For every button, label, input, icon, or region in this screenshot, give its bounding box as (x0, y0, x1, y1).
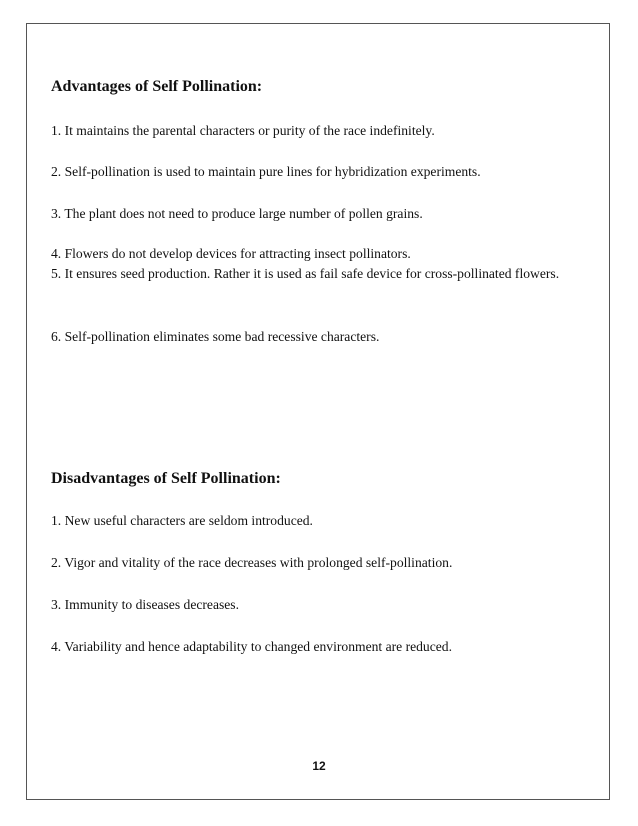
disadvantage-item-2: 2. Vigor and vitality of the race decreases with prolonged self-pollination. (51, 555, 453, 570)
page-number: 12 (312, 759, 326, 773)
advantage-item-6: 6. Self-pollination eliminates some bad recessive characters. (51, 329, 380, 344)
disadvantages-section (51, 469, 591, 669)
disadvantages-heading: Disadvantages of Self Pollination: (51, 470, 281, 487)
disadvantage-item-3: 3. Immunity to diseases decreases. (51, 597, 239, 612)
advantages-heading: Advantages of Self Pollination: (51, 78, 263, 95)
advantages-section (51, 77, 591, 367)
advantage-item-1: 1. It maintains the parental characters or purity of the race indefinitely. (51, 123, 435, 138)
advantage-item-5: 5. It ensures seed production. Rather it is used as fail safe device for cross-pollinated flowers. (51, 266, 560, 281)
disadvantage-item-4: 4. Variability and hence adaptability to changed environment are reduced. (51, 639, 452, 654)
disadvantage-item-1: 1. New useful characters are seldom introduced. (51, 513, 313, 528)
advantage-item-3: 3. The plant does not need to produce large number of pollen grains. (51, 206, 423, 221)
advantage-item-4: 4. Flowers do not develop devices for attracting insect pollinators. (51, 246, 411, 261)
advantage-item-2: 2. Self-pollination is used to maintain pure lines for hybridization experiments. (51, 164, 481, 179)
